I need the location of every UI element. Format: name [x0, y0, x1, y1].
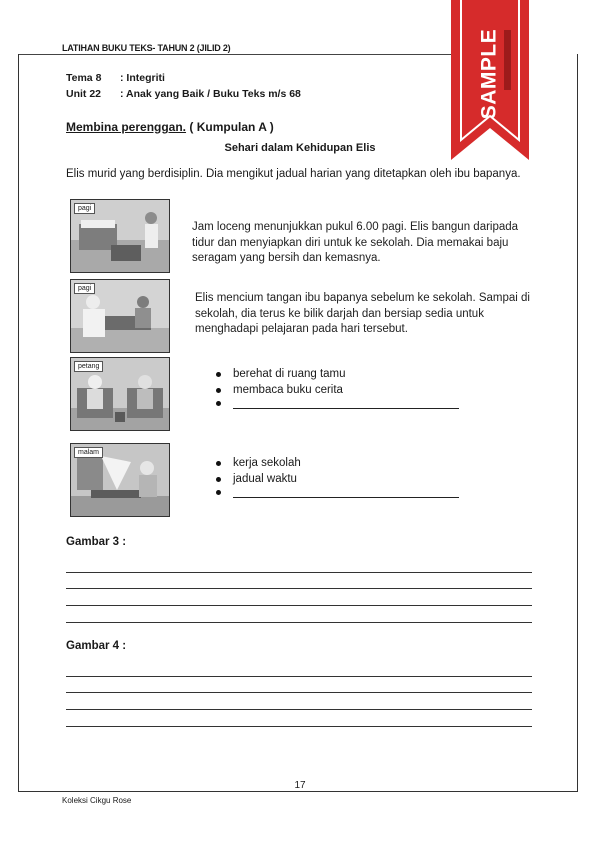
- scene-1-text: Jam loceng menunjukkan pukul 6.00 pagi. Elis bangun daripada tidur dan menyiapkan diri untuk ke sekolah. Dia memakai baju seragam yang bersih dan kemasnya.: [192, 221, 519, 264]
- unit-line: [66, 88, 301, 100]
- unit-label: Unit 22: [66, 88, 102, 100]
- tema-label: Tema 8: [66, 72, 102, 84]
- scene-1-tag: pagi: [74, 203, 95, 214]
- blank-answer-item[interactable]: [216, 398, 459, 409]
- bullet-icon: [216, 490, 221, 495]
- answer-line[interactable]: [66, 622, 532, 623]
- tema-line: [66, 72, 165, 84]
- list-item: kerja sekolah: [216, 456, 459, 472]
- answer-line[interactable]: [66, 588, 532, 589]
- sample-watermark-text: SAMPLE: [477, 28, 501, 120]
- scene-3-illustration: [70, 357, 170, 431]
- blank-line[interactable]: [233, 487, 459, 498]
- scene-4-tag: malam: [74, 447, 103, 458]
- bullet-icon: [216, 401, 221, 406]
- section-heading-text: Membina perenggan.: [66, 120, 187, 134]
- answer-line[interactable]: [66, 726, 532, 727]
- section-group: ( Kumpulan A ): [186, 120, 274, 134]
- answer-line[interactable]: [66, 692, 532, 693]
- answer-line[interactable]: [66, 572, 532, 573]
- story-title: Sehari dalam Kehidupan Elis: [224, 142, 376, 154]
- scene-1-illustration: [70, 199, 170, 273]
- bullet-icon: [216, 461, 221, 466]
- blank-answer-item[interactable]: [216, 487, 459, 498]
- list-item: membaca buku cerita: [216, 383, 459, 399]
- section-heading: [66, 120, 274, 134]
- scene-4-bullets: [216, 456, 459, 498]
- bullet-icon: [216, 372, 221, 377]
- answer-line[interactable]: [66, 676, 532, 677]
- sample-watermark: [463, 28, 515, 120]
- gambar-4-label: Gambar 4 :: [66, 640, 127, 652]
- gambar-3-label: Gambar 3 :: [66, 536, 127, 548]
- list-item: berehat di ruang tamu: [216, 367, 459, 383]
- intro-paragraph: Elis murid yang berdisiplin. Dia mengikut jadual harian yang ditetapkan oleh ibu bapanya.: [66, 168, 521, 180]
- scene-2-text: Elis mencium tangan ibu bapanya sebelum ke sekolah. Sampai di sekolah, dia terus ke bilik darjah dan bersiap sedia untuk menghadapi pelajaran pada hari tersebut.: [195, 292, 530, 335]
- scene-3-bullets: [216, 367, 459, 409]
- bullet-icon: [216, 388, 221, 393]
- tema-value: : Integriti: [120, 72, 165, 84]
- answer-line[interactable]: [66, 605, 532, 606]
- scene-2-illustration: [70, 279, 170, 353]
- scene-4-illustration: [70, 443, 170, 517]
- unit-value: : Anak yang Baik / Buku Teks m/s 68: [120, 88, 301, 100]
- page-number: 17: [294, 780, 306, 791]
- blank-line[interactable]: [233, 398, 459, 409]
- scene-2-tag: pagi: [74, 283, 95, 294]
- scene-3-tag: petang: [74, 361, 103, 372]
- header-title: LATIHAN BUKU TEKS- TAHUN 2 (JILID 2): [62, 43, 231, 53]
- answer-line[interactable]: [66, 709, 532, 710]
- list-item: jadual waktu: [216, 472, 459, 488]
- bullet-icon: [216, 477, 221, 482]
- footer-credit: Koleksi Cikgu Rose: [62, 796, 132, 805]
